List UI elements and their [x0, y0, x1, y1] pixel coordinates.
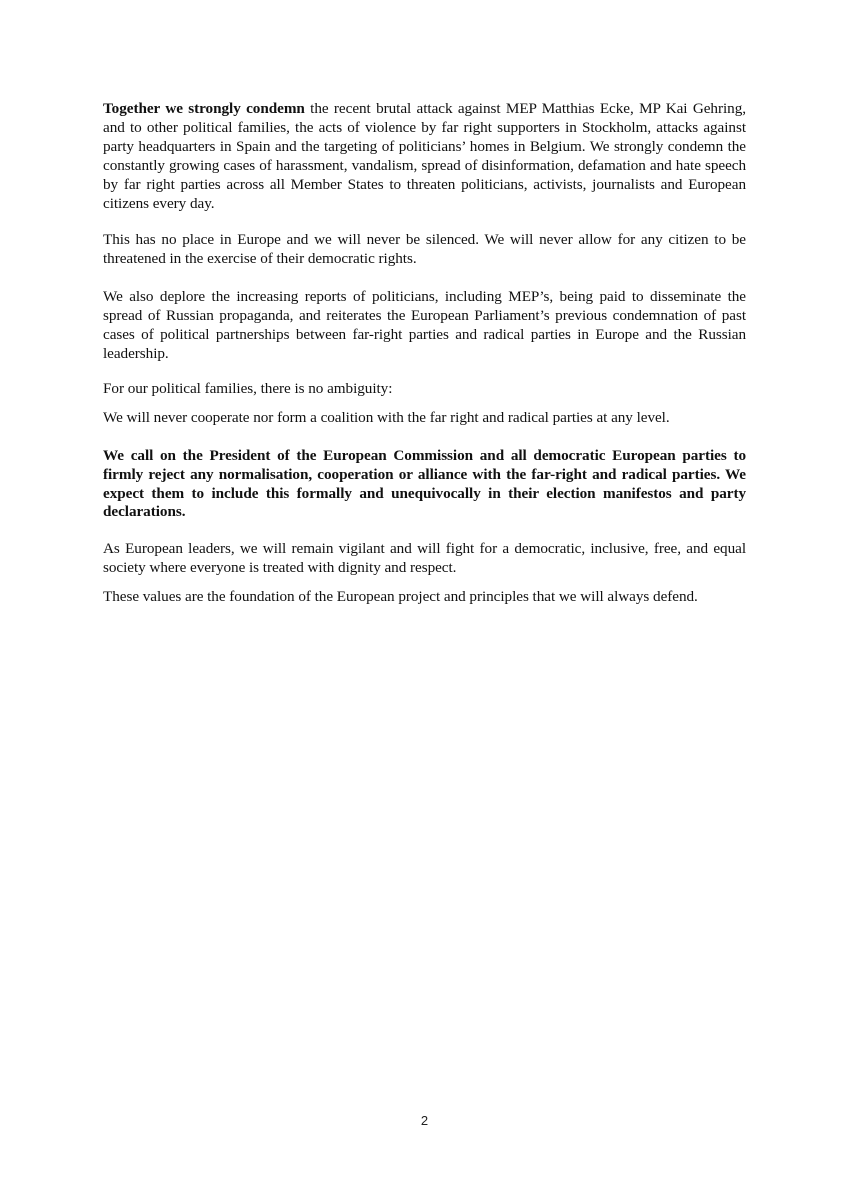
- paragraph-condemnation: [103, 100, 746, 213]
- paragraph-text: the recent brutal attack against MEP Matthias Ecke, MP Kai Gehring, and to other political families, the acts of violence by far right supporters in Stockholm, attacks against party headquarters in Spain and the targeting of politicians’ homes in Belgium. We strongly condemn the constantly growing cases of harassment, vandalism, spread of disinformation, defamation and hate speech by far right parties across all Member States to threaten politicians, activists, journalists and European citizens every day.: [103, 100, 746, 212]
- paragraph-values: These values are the foundation of the European project and principles that we will always defend.: [103, 588, 698, 606]
- page-number: 2: [420, 1113, 429, 1128]
- paragraph-no-ambiguity: For our political families, there is no ambiguity:: [103, 379, 393, 397]
- paragraph-no-coalition: We will never cooperate nor form a coalition with the far right and radical parties at any level.: [103, 408, 670, 426]
- paragraph-lead-bold: Together we strongly condemn: [103, 100, 305, 117]
- paragraph-no-place: This has no place in Europe and we will never be silenced. We will never allow for any citizen to be threatened in the exercise of their democratic rights.: [103, 231, 746, 268]
- paragraph-propaganda: We also deplore the increasing reports of politicians, including MEP’s, being paid to disseminate the spread of Russian propaganda, and reiterates the European Parliament’s previous condemnation of past cases of political partnerships between far-right parties and radical parties in Europe and the Russian leadership.: [103, 288, 746, 362]
- paragraph-vigilance: As European leaders, we will remain vigilant and will fight for a democratic, inclusive, free, and equal society where everyone is treated with dignity and respect.: [103, 540, 746, 577]
- document-body: [103, 100, 746, 607]
- paragraph-call-to-action: We call on the President of the European Commission and all democratic European parties to firmly reject any normalisation, cooperation or alliance with the far-right and radical parties. We expect them to include this formally and unequivocally in their election manifestos and party declarations.: [103, 446, 746, 521]
